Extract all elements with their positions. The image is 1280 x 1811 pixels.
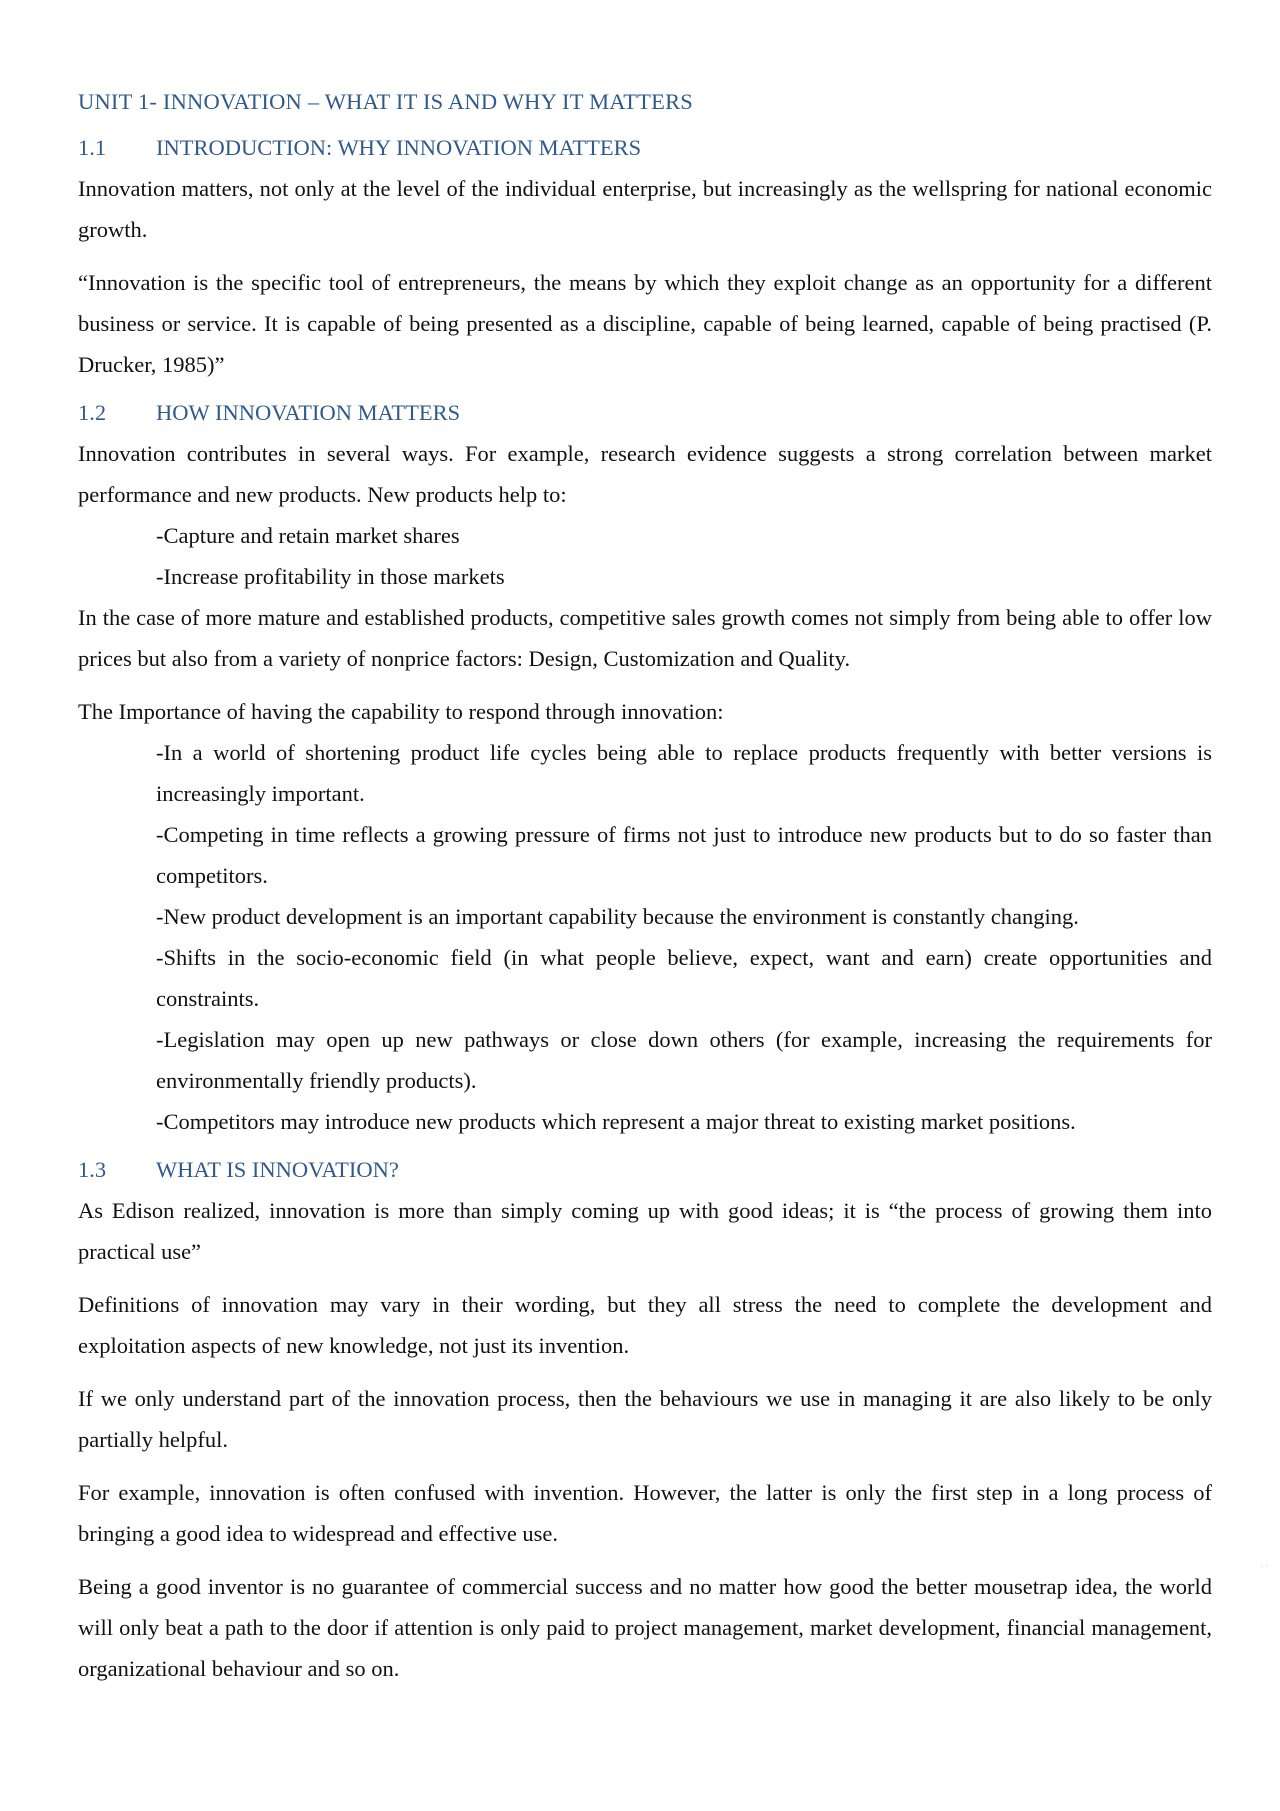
paragraph: The Importance of having the capability to respond through innovation: [78,699,724,724]
list-item: -Legislation may open up new pathways or close down others (for example, increasing the requirements for environmentally friendly products). [156,1027,1212,1093]
list-item: -Shifts in the socio-economic field (in what people believe, expect, want and earn) create opportunities and constraints. [156,945,1212,1011]
section-1-2 [78,397,1212,1142]
section-heading [78,1154,1212,1186]
section-number: 1.2 [78,400,107,425]
paragraph: Definitions of innovation may vary in their wording, but they all stress the need to complete the development and exploitation aspects of new knowledge, not just its invention. [78,1292,1212,1358]
section-heading [78,397,1212,429]
list-item: -In a world of shortening product life cycles being able to replace products frequently with better versions is increasingly important. [156,740,1212,806]
section-heading [78,132,1212,164]
list-item: -New product development is an important capability because the environment is constantly changing. [156,904,1079,929]
margin-mark: · · [1260,1562,1268,1571]
section-title: WHAT IS INNOVATION? [156,1157,399,1182]
paragraph: Being a good inventor is no guarantee of commercial success and no matter how good the better mousetrap idea, the world will only beat a path to the door if attention is only paid to project management, market development, financial management, organizational behaviour and so on. [78,1574,1212,1681]
section-number: 1.1 [78,135,107,160]
section-1-1 [78,132,1212,385]
paragraph: In the case of more mature and established products, competitive sales growth comes not simply from being able to offer low prices but also from a variety of nonprice factors: Design, Customization and Quality. [78,605,1212,671]
paragraph: If we only understand part of the innovation process, then the behaviours we use in managing it are also likely to be only partially helpful. [78,1386,1212,1452]
paragraph: As Edison realized, innovation is more than simply coming up with good ideas; it is “the process of growing them into practical use” [78,1198,1212,1264]
list-item: -Competing in time reflects a growing pressure of firms not just to introduce new products but to do so faster than competitors. [156,822,1212,888]
section-title: INTRODUCTION: WHY INNOVATION MATTERS [156,135,642,160]
quote-paragraph: “Innovation is the specific tool of entrepreneurs, the means by which they exploit change as an opportunity for a different business or service. It is capable of being presented as a discipline, capable of being learned, capable of being practised (P. Drucker, 1985)” [78,270,1212,377]
unit-title: UNIT 1- INNOVATION – WHAT IT IS AND WHY IT MATTERS [78,89,693,114]
list-item: -Capture and retain market shares [156,523,460,548]
paragraph: Innovation matters, not only at the level of the individual enterprise, but increasingly as the wellspring for national economic growth. [78,176,1212,242]
section-1-3 [78,1154,1212,1689]
paragraph: Innovation contributes in several ways. For example, research evidence suggests a strong correlation between market performance and new products. New products help to: [78,441,1212,507]
section-title: HOW INNOVATION MATTERS [156,400,461,425]
list-item: -Increase profitability in those markets [156,564,505,589]
paragraph: For example, innovation is often confused with invention. However, the latter is only the first step in a long process of bringing a good idea to widespread and effective use. [78,1480,1212,1546]
list-item: -Competitors may introduce new products which represent a major threat to existing market positions. [156,1109,1076,1134]
section-number: 1.3 [78,1157,107,1182]
